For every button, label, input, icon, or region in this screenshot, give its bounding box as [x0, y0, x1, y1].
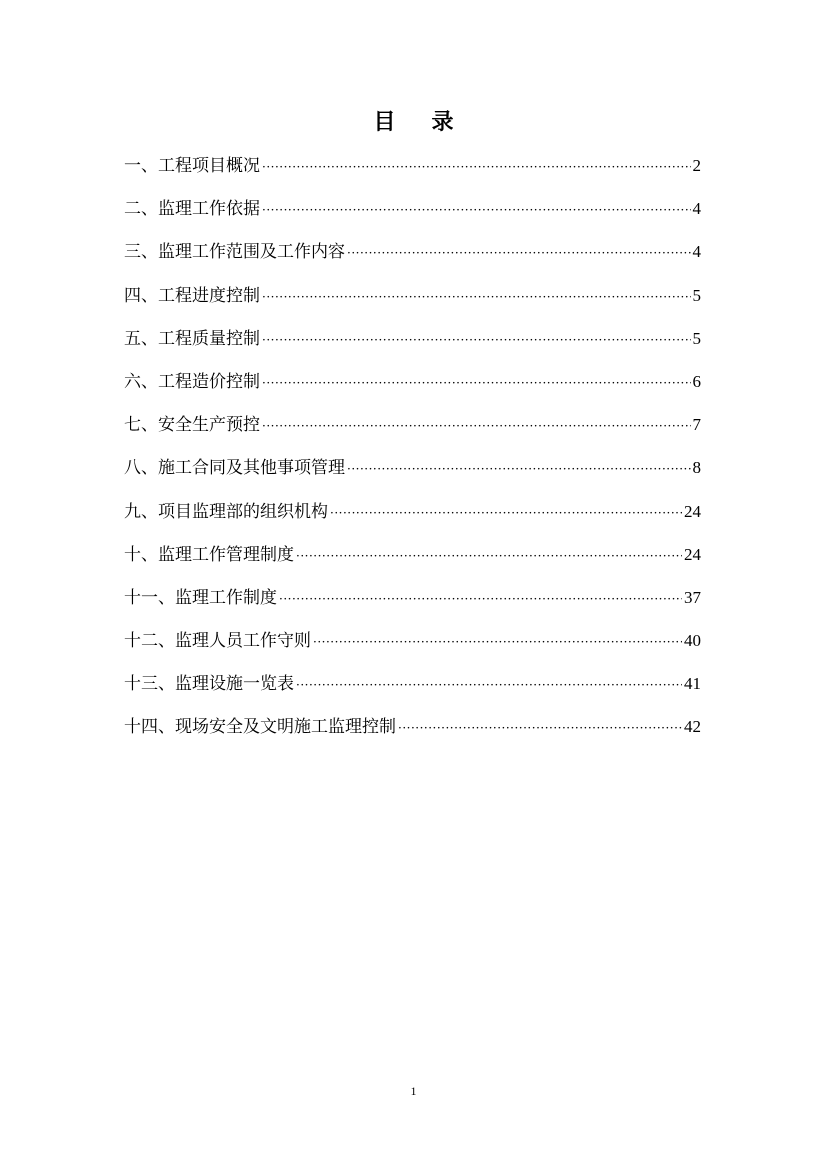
toc-entry[interactable]	[124, 711, 701, 754]
toc-entry-label: 五、工程质量控制	[124, 328, 260, 349]
toc-entry-page: 41	[684, 674, 701, 694]
toc-dot-leader	[347, 453, 691, 485]
toc-entry-label: 七、安全生产预控	[124, 415, 260, 436]
toc-dot-leader	[262, 324, 691, 356]
toc-dot-leader	[398, 712, 682, 744]
toc-dot-leader	[330, 497, 682, 529]
toc-dot-leader	[262, 367, 691, 399]
toc-dot-leader	[262, 410, 691, 442]
toc-entry[interactable]	[124, 409, 701, 452]
toc-entry-page: 24	[684, 544, 701, 564]
toc-entry-label: 十二、监理人员工作守则	[124, 631, 311, 652]
toc-entry-page: 24	[684, 501, 701, 521]
toc-entry[interactable]	[124, 193, 701, 236]
toc-entry-page: 5	[692, 328, 701, 348]
toc-entry[interactable]	[124, 280, 701, 323]
toc-dot-leader	[313, 626, 682, 658]
toc-entry-page: 7	[692, 415, 701, 435]
page-title: 目录	[373, 109, 490, 135]
toc-entry-page: 4	[692, 199, 701, 219]
toc-entry[interactable]	[124, 452, 701, 495]
toc-entry-label: 一、工程项目概况	[124, 156, 260, 176]
toc-entry-label: 八、施工合同及其他事项管理	[124, 458, 345, 479]
toc-entry-label: 四、工程进度控制	[124, 285, 260, 306]
toc-entry-label: 十三、监理设施一览表	[124, 674, 294, 695]
toc-dot-leader	[262, 151, 691, 183]
toc-entry-label: 十一、监理工作制度	[124, 587, 277, 608]
table-of-contents	[124, 150, 701, 755]
toc-dot-leader	[347, 237, 691, 269]
toc-entry-label: 十、监理工作管理制度	[124, 544, 294, 565]
toc-entry-page: 42	[684, 717, 701, 737]
toc-entry-label: 二、监理工作依据	[124, 199, 260, 220]
toc-dot-leader	[296, 669, 682, 701]
toc-dot-leader	[296, 540, 682, 572]
toc-entry-page: 37	[684, 587, 701, 607]
toc-entry[interactable]	[124, 625, 701, 668]
toc-entry-page: 2	[692, 156, 701, 175]
toc-entry-page: 6	[692, 371, 701, 391]
toc-entry-label: 三、监理工作范围及工作内容	[124, 242, 345, 263]
toc-entry[interactable]	[124, 539, 701, 582]
toc-dot-leader	[262, 281, 691, 313]
toc-entry-page: 5	[692, 285, 701, 305]
toc-entry-label: 十四、现场安全及文明施工监理控制	[124, 717, 396, 738]
toc-entry[interactable]	[124, 366, 701, 409]
toc-entry-label: 九、项目监理部的组织机构	[124, 501, 328, 522]
toc-entry-page: 40	[684, 631, 701, 651]
toc-entry[interactable]	[124, 668, 701, 711]
toc-entry[interactable]	[124, 150, 701, 193]
toc-entry-label: 六、工程造价控制	[124, 371, 260, 392]
toc-dot-leader	[279, 583, 682, 615]
toc-dot-leader	[262, 194, 691, 226]
toc-entry-page: 4	[692, 242, 701, 262]
toc-entry[interactable]	[124, 496, 701, 539]
toc-entry-page: 8	[692, 458, 701, 478]
toc-entry[interactable]	[124, 236, 701, 279]
toc-entry[interactable]	[124, 582, 701, 625]
toc-entry[interactable]	[124, 323, 701, 366]
page-number: 1	[410, 1084, 417, 1098]
